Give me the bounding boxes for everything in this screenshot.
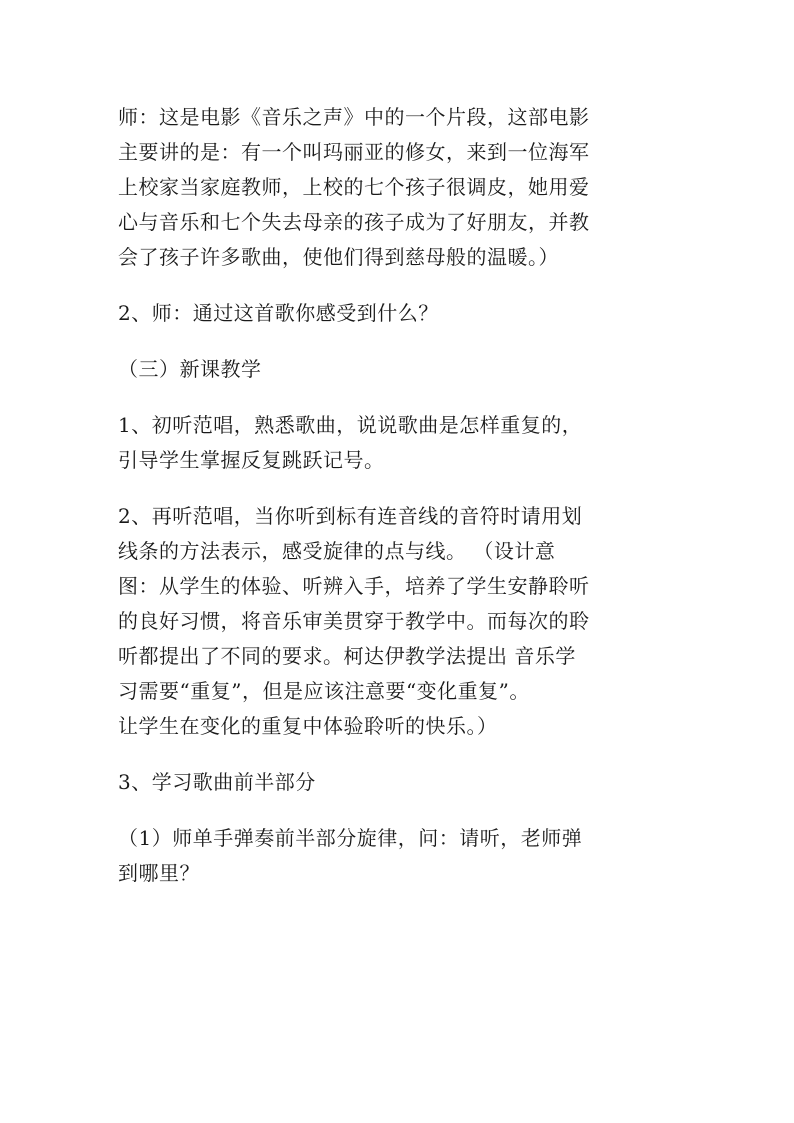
paragraph <box>118 821 678 891</box>
text-line: 线条的方法表示，感受旋律的点与线。 （设计意 <box>118 539 556 563</box>
document-body <box>118 100 678 912</box>
text-line: 听都提出了不同的要求。柯达伊教学法提出 音乐学 <box>118 644 576 668</box>
paragraph <box>118 296 678 331</box>
text-line: 到哪里？ <box>118 861 200 885</box>
text-line: 主要讲的是：有一个叫玛丽亚的修女，来到一位海军 <box>118 140 590 164</box>
text-line: （1）师单手弹奏前半部分旋律，问：请听，老师弹 <box>118 826 583 850</box>
text-line: 习需要“重复”，但是应该注意要“变化重复”。 <box>118 679 530 703</box>
text-line: 上校家当家庭教师，上校的七个孩子很调皮，她用爱 <box>118 175 590 199</box>
text-line: 图：从学生的体验、听辨入手，培养了学生安静聆听 <box>118 574 590 598</box>
paragraph <box>118 408 678 478</box>
text-line: 心与音乐和七个失去母亲的孩子成为了好朋友，并教 <box>118 210 590 234</box>
text-line: 3、学习歌曲前半部分 <box>118 770 316 794</box>
text-line: 1、初听范唱，熟悉歌曲，说说歌曲是怎样重复的， <box>118 413 583 437</box>
text-line: 的良好习惯，将音乐审美贯穿于教学中。而每次的聆 <box>118 609 590 633</box>
text-line: 2、再听范唱，当你听到标有连音线的音符时请用划 <box>118 504 583 528</box>
text-line: 2、师：通过这首歌你感受到什么？ <box>118 301 439 325</box>
text-line: 会了孩子许多歌曲，使他们得到慈母般的温暖。） <box>118 245 559 269</box>
text-line: （三）新课教学 <box>118 357 262 381</box>
paragraph <box>118 352 678 387</box>
paragraph <box>118 499 678 744</box>
text-line: 师：这是电影《音乐之声》中的一个片段，这部电影 <box>118 105 590 129</box>
text-line: 让学生在变化的重复中体验聆听的快乐。） <box>118 714 498 738</box>
paragraph <box>118 765 678 800</box>
paragraph <box>118 100 678 275</box>
text-line: 引导学生掌握反复跳跃记号。 <box>118 448 385 472</box>
